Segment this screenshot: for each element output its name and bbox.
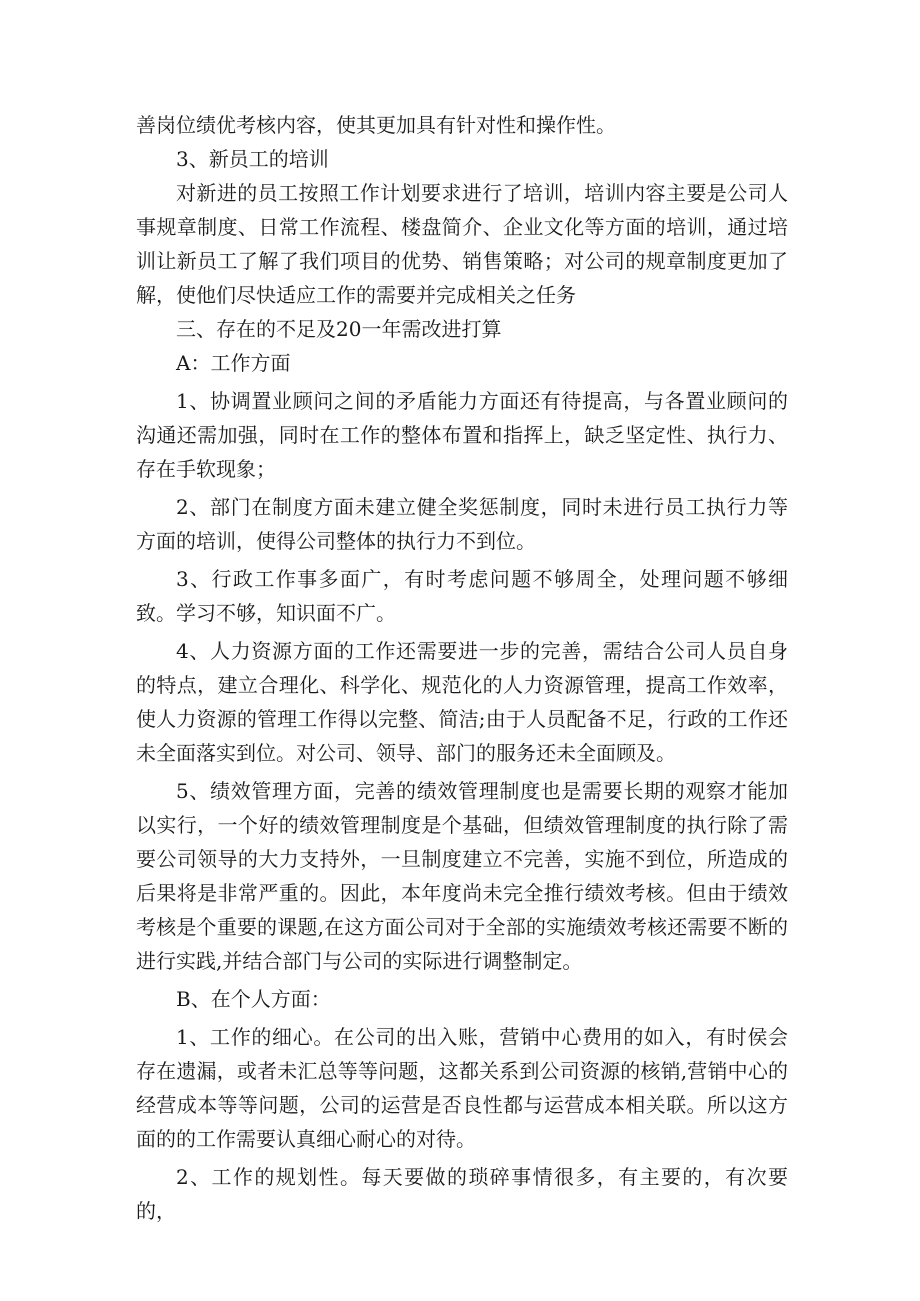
list-item-2-planning: 2、工作的规划性。每天要做的琐碎事情很多，有主要的，有次要的， <box>136 1165 788 1223</box>
list-item-1-carefulness: 1、工作的细心。在公司的出入账，营销中心费用的如入，有时侯会存在遗漏，或者未汇总等等问题，这都关系到公司资源的核销,营销中心的经营成本等等问题，公司的运营是否良性都与运营成本相关联。所以这方面的的工作需要认真细心耐心的对待。 <box>136 1025 788 1151</box>
list-item-2-system: 2、部门在制度方面未建立健全奖惩制度，同时未进行员工执行力等方面的培训，使得公司整体的执行力不到位。 <box>136 495 788 553</box>
paragraph-continuation: 善岗位绩优考核内容，使其更加具有针对性和操作性。 <box>136 113 616 137</box>
section-heading-shortcomings: 三、存在的不足及20一年需改进打算 <box>176 317 502 341</box>
paragraph-training-content: 对新进的员工按照工作计划要求进行了培训，培训内容主要是公司人事规章制度、日常工作流程、楼盘简介、企业文化等方面的培训，通过培训让新员工了解了我们项目的优势、销售策略；对公司的规章制度更加了解，使他们尽快适应工作的需要并完成相关之任务 <box>136 181 788 307</box>
document-body <box>136 108 788 1228</box>
subheading-personal-aspect: B、在个人方面： <box>176 987 331 1011</box>
heading-new-employee-training: 3、新员工的培训 <box>176 147 329 171</box>
list-item-5-performance: 5、绩效管理方面，完善的绩效管理制度也是需要长期的观察才能加以实行，一个好的绩效管理制度是个基础，但绩效管理制度的执行除了需要公司领导的大力支持外，一旦制度建立不完善，实施不到位，所造成的后果将是非常严重的。因此，本年度尚未完全推行绩效考核。但由于绩效考核是个重要的课题,在这方面公司对于全部的实施绩效考核还需要不断的进行实践,并结合部门与公司的实际进行调整制定。 <box>136 779 788 973</box>
subheading-work-aspect: A：工作方面 <box>176 351 291 375</box>
list-item-4-hr: 4、人力资源方面的工作还需要进一步的完善，需结合公司人员自身的特点，建立合理化、科学化、规范化的人力资源管理，提高工作效率，使人力资源的管理工作得以完整、简洁;由于人员配备不足，行政的工作还未全面落实到位。对公司、领导、部门的服务还未全面顾及。 <box>136 639 788 765</box>
list-item-1-coordination: 1、协调置业顾问之间的矛盾能力方面还有待提高，与各置业顾问的沟通还需加强，同时在工作的整体布置和指挥上，缺乏坚定性、执行力、存在手软现象； <box>136 389 788 481</box>
list-item-3-admin: 3、行政工作事多面广，有时考虑问题不够周全，处理问题不够细致。学习不够，知识面不广。 <box>136 567 788 625</box>
